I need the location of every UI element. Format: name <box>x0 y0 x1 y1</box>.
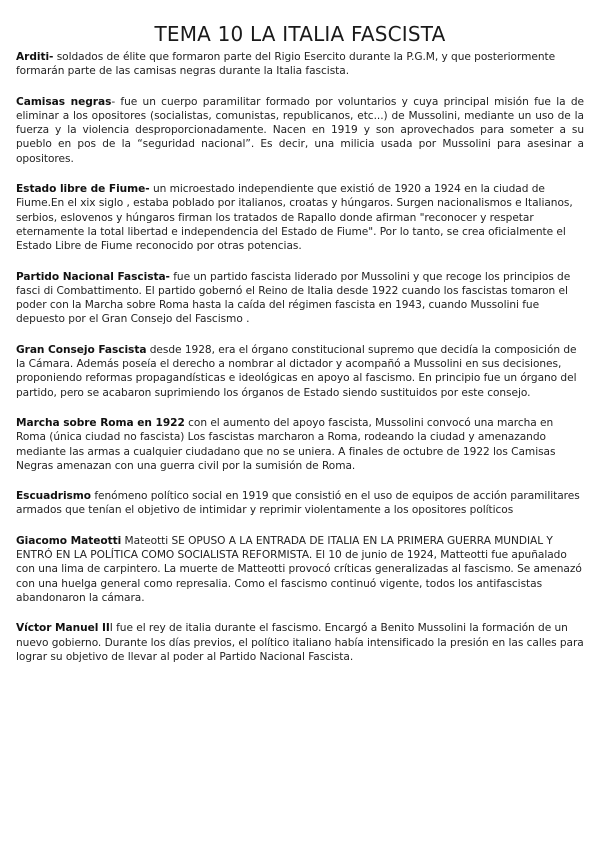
entry-arditi <box>16 50 584 79</box>
entry-giacomo-mateotti <box>16 534 584 605</box>
entry-partido-nacional-fascista <box>16 270 584 327</box>
entry-text: soldados de élite que formaron parte del Rigio Esercito durante la P.G.M, y que posteriormente formarán parte de las camisas negras durante la Italia fascista. <box>16 51 556 78</box>
entry-term: Camisas negras <box>16 95 112 108</box>
document-page <box>16 22 584 680</box>
entry-text: con el aumento del apoyo fascista, Mussolini convocó una marcha en Roma (única ciudad no fascista) Los fascistas marcharon a Roma, rodeando la ciudad y amenazando mediante las armas a cualquier ciudadano que no se uniera. A finales de octubre de 1922 los Camisas Negras amenazan con una guerra civil por la sumisión de Roma. <box>16 416 556 472</box>
entry-text: fenómeno político social en 1919 que consistió en el uso de equipos de acción paramilitares armados que tenían el objetivo de intimidar y reprimir violentamente a los opositores políticos <box>16 490 580 517</box>
entry-term: Arditi- <box>16 51 54 63</box>
entry-term: Víctor Manuel II <box>16 622 110 635</box>
entry-marcha-sobre-roma <box>16 416 584 473</box>
entry-text: I fue el rey de italia durante el fascismo. Encargó a Benito Mussolini la formación de un nuevo gobierno. Durante los días previos, el político italiano había intensificado la presión en las calles para lograr su objetivo de llevar al poder al Partido Nacional Fascista. <box>16 622 584 663</box>
entry-victor-manuel-iii <box>16 621 584 664</box>
entry-text: - fue un cuerpo paramilitar formado por voluntarios y cuya principal misión fue la de eliminar a los opositores (socialistas, comunistas, republicanos, etc...) de Mussolini, mediante un uso de la fuerza y la violencia desproporcionadamente. Nacen en 1919 y son aprovechados para someter a su pueblo en pos de la “seguridad nacional”. Es decir, una milicia usada por Mussolini para asesinar a opositores. <box>16 95 584 165</box>
entry-gran-consejo-fascista <box>16 343 584 400</box>
entry-text: desde 1928, era el órgano constitucional supremo que decidía la composición de la Cámara. Además poseía el derecho a nombrar al dictador y acompañó a Mussolini en sus decisiones, proponiendo reformas propagandísticas e ideológicas en apoyo al fascismo. En principio fue un órgano del partido, pero se acabaron suprimiendo los órganos de Estado siendo sustituidos por este consejo. <box>16 343 577 399</box>
entry-estado-libre-fiume <box>16 182 584 253</box>
entry-camisas-negras <box>16 95 584 166</box>
entry-term: Giacomo Mateotti <box>16 534 122 547</box>
entry-text: Mateotti SE OPUSO A LA ENTRADA DE ITALIA EN LA PRIMERA GUERRA MUNDIAL Y ENTRÓ EN LA POLÍTICA COMO SOCIALISTA REFORMISTA. El 10 de junio de 1924, Matteotti fue apuñalado con una lima de carpintero. La muerte de Matteotti provocó críticas generalizadas al fascismo. Se amenazó con una huelga general como represalia. Como el fascismo continuó vigente, todos los antifascistas abandonaron la cámara. <box>16 534 582 604</box>
entry-term: Marcha sobre Roma en 1922 <box>16 416 185 429</box>
entry-term: Escuadrismo <box>16 490 92 503</box>
entry-text: un microestado independiente que existió de 1920 a 1924 en la ciudad de Fiume.En el xix siglo , estaba poblado por italianos, croatas y húngaros. Surgen nacionalismos e Italianos, serbios, eslovenos y húngaros firman los tratados de Rapallo donde afirman "reconocer y respetar eternamente la total libertad e independencia del Estado de Fiume". Por lo tanto, se crea oficialmente el Estado Libre de Fiume reconocido por otras potencias. <box>16 183 573 253</box>
page-title: TEMA 10 LA ITALIA FASCISTA <box>154 22 446 46</box>
entry-term: Partido Nacional Fascista- <box>16 270 170 283</box>
entry-text: fue un partido fascista liderado por Mussolini y que recoge los principios de fasci di Combattimento. El partido gobernó el Reino de Italia desde 1922 cuando los fascistas tomaron el poder con la Marcha sobre Roma hasta la caída del régimen fascista en 1943, cuando Mussolini fue depuesto por el Gran Consejo del Fascismo . <box>16 270 571 326</box>
entry-term: Estado libre de Fiume- <box>16 183 150 196</box>
entry-term: Gran Consejo Fascista <box>16 343 147 356</box>
entry-escuadrismo <box>16 489 584 518</box>
